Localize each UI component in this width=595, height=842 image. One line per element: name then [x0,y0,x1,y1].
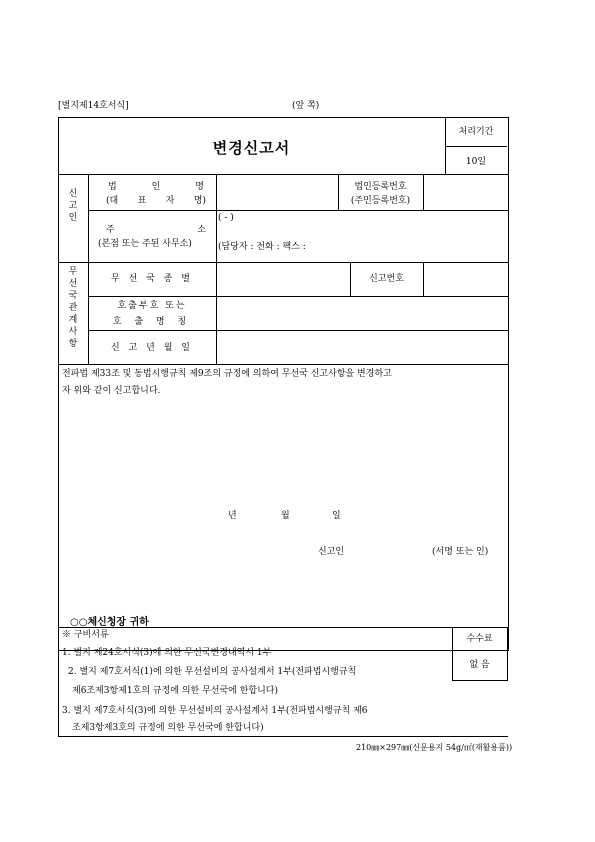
document-item-1: 1. 별지 제24호서식(3)에 의한 무선국변경내역서 1부 [62,648,272,658]
statement-line-2: 자 위와 같이 신고합니다. [62,386,161,396]
page-title: 변경신고서 [212,139,291,157]
call-name-label: 호 출 명 칭 [112,317,192,327]
report-number-label: 신고번호 [369,274,404,284]
representative-label: (대 표 자 명) [106,196,206,206]
station-type-field[interactable] [217,263,349,295]
contact-line: (담당자 : 전화 : 팩스 : [218,242,306,252]
date-day-label: 일 [332,511,341,521]
required-documents-heading: ※ 구비서류 [62,630,109,640]
form-number: [별지제14호서식] [58,101,129,111]
address-label: 주 소 [106,225,206,235]
statement-line-1: 전파법 제33조 및 동법시행규칙 제9조의 규정에 의하여 무선국 신고사항을 변경하고 [62,369,392,379]
phone-format: ( - ) [218,213,234,223]
addressee: ○○체신청장 귀하 [70,617,149,628]
processing-period-label: 처리기간 [458,127,494,137]
processing-period-value: 10일 [465,157,487,167]
page-side: (앞 쪽) [292,101,320,111]
document-item-3-line-2: 조제3항제3호의 규정에 의한 무선국에 한합니다) [72,723,264,733]
signature-seal-label: (서명 또는 인) [432,547,489,557]
station-section-label: 무선국관계사항 [68,267,78,349]
signature-reporter-label: 신고인 [318,547,345,557]
call-sign-field[interactable] [217,297,506,329]
corp-name-field[interactable] [217,175,337,209]
document-item-3-line-1: 3. 별지 제7호서식(3)에 의한 무선설비의 공사설계서 1부(전파법시행규칙 제6 [62,706,368,716]
report-date-label: 신 고 년 월 일 [111,343,193,353]
address-field[interactable] [217,211,506,261]
reporter-section-label: 신고인 [68,189,78,223]
fee-label: 수수료 [466,634,493,644]
corp-name-label: 법 인 명 [108,182,204,192]
fee-value: 없 음 [469,660,490,670]
document-item-2-line-2: 제6조제3항제1호의 규정에 의한 무선국에 한합니다) [72,686,279,696]
report-number-field[interactable] [424,263,506,295]
station-type-label: 무 선 국 종 별 [111,274,193,284]
paper-spec: 210㎜×297㎜(신문용지 54g/㎡(재활용품)) [356,743,513,752]
report-date-field[interactable] [217,331,506,363]
corp-reg-number-label: 법인등록번호 [354,182,407,192]
date-month-label: 월 [281,511,290,521]
call-sign-label: 호출부호 또는 [117,301,187,311]
resident-reg-number-label: (주민등록번호) [350,196,411,206]
document-item-2-line-1: 2. 별지 제7호서식(1)에 의한 무선설비의 공사설계서 1부(전파법시행규칙 [68,667,357,677]
corp-reg-number-field[interactable] [424,175,506,209]
address-sub-label: (본점 또는 주된 사무소) [98,239,192,249]
date-year-label: 년 [228,511,237,521]
